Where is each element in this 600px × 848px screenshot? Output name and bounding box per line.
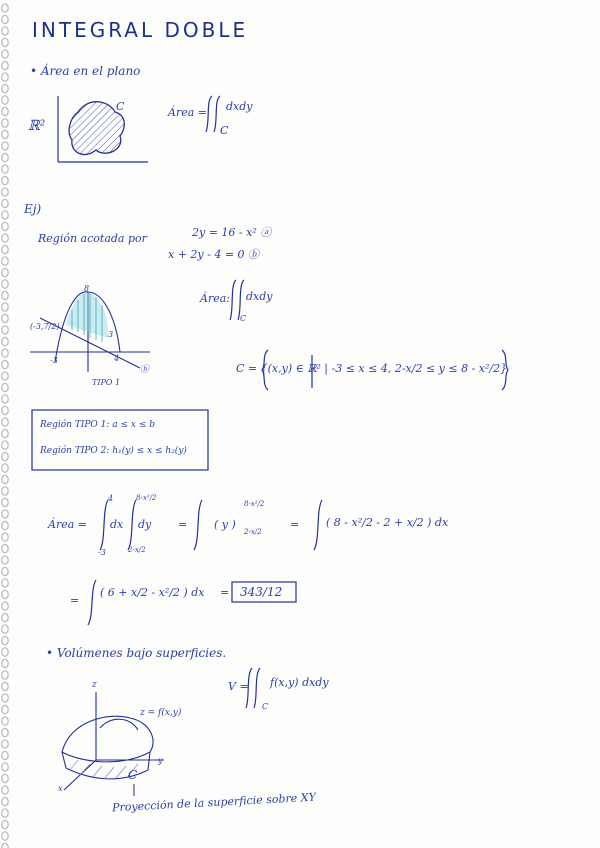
calc-paren-lower: 2-x/2 <box>244 528 262 536</box>
calc-eq2: = <box>178 518 188 531</box>
calc-paren-y: ( y ) <box>214 518 236 531</box>
calc-result: 343/12 <box>240 585 283 599</box>
graph-neg3: -3 <box>50 356 58 365</box>
example-text: Región acotada por <box>38 232 147 245</box>
projection-caption: Proyección de la superficie sobre XY <box>111 790 317 815</box>
section-volume-heading: • Volúmenes bajo superficies. <box>46 646 227 660</box>
box-line2: Región TIPO 2: h₁(y) ≤ x ≤ h₂(y) <box>40 446 187 456</box>
calc-eq3: = <box>290 518 300 531</box>
example-area-integrand: dxdy <box>246 290 273 303</box>
c-label: C <box>128 768 138 782</box>
example-set-def: C = {(x,y) ∈ ℝ² | -3 ≤ x ≤ 4, 2-x/2 ≤ y ≤ 8 - x²/2} <box>236 362 508 375</box>
calc-int2-dy: dy <box>138 518 152 531</box>
page-title: INTEGRAL DOBLE <box>32 18 249 42</box>
calc-int1-upper: 4 <box>108 494 114 503</box>
calc-lhs: Área = <box>48 518 87 531</box>
calc-step4-eq: = <box>70 594 80 607</box>
calc-paren-upper: 8-x²/2 <box>244 500 265 508</box>
example-area-sub: C <box>240 314 247 323</box>
calc-result-eq: = <box>220 586 230 599</box>
calc-int2-upper: 8-x²/2 <box>136 494 157 502</box>
box-line1: Región TIPO 1: a ≤ x ≤ b <box>40 420 156 430</box>
calc-step3: ( 8 - x²/2 - 2 + x/2 ) dx <box>326 516 449 529</box>
double-integral-1 <box>206 96 220 132</box>
region-c-label: C <box>116 100 125 113</box>
calc-int2-lower: 2-x/2 <box>128 546 146 554</box>
graph-b: ⓑ <box>140 365 150 375</box>
surface-label: z = f(x,y) <box>140 708 182 718</box>
graph-x4: 4 <box>114 354 120 363</box>
region-types-box <box>32 410 208 470</box>
volume-formula-sub: C <box>262 702 269 711</box>
surface-3d <box>62 692 164 790</box>
graph-left-point: (-3,7/2) <box>30 322 60 331</box>
r2-label: ℝ² <box>28 118 46 134</box>
example-eq2: x + 2y - 4 = 0 ⓑ <box>168 248 260 261</box>
volume-formula-lhs: V = <box>228 680 249 693</box>
example-label: Ej) <box>24 202 42 216</box>
volume-formula-integrand: f(x,y) dxdy <box>270 676 329 689</box>
calc-int1-lower: -3 <box>98 548 106 557</box>
area-formula-sub: C <box>220 124 229 137</box>
x-axis-label: x <box>58 784 63 793</box>
graph-tipo: TIPO 1 <box>92 378 121 387</box>
calc-int1-dx: dx <box>110 518 124 531</box>
graph-peak: 8 <box>84 284 90 293</box>
example-area-lhs: Área: <box>200 292 230 305</box>
section-area-heading: • Área en el plano <box>30 64 141 78</box>
area-formula-integrand: dxdy <box>226 100 253 113</box>
graph-right-pt: 3 <box>108 330 114 339</box>
example-eq1: 2y = 16 - x² ⓐ <box>192 226 272 239</box>
calc-step4: ( 6 + x/2 - x²/2 ) dx <box>100 586 205 599</box>
area-formula-lhs: Área = <box>168 106 207 119</box>
y-axis-label: y <box>158 756 163 765</box>
z-axis-label: z <box>92 680 97 690</box>
